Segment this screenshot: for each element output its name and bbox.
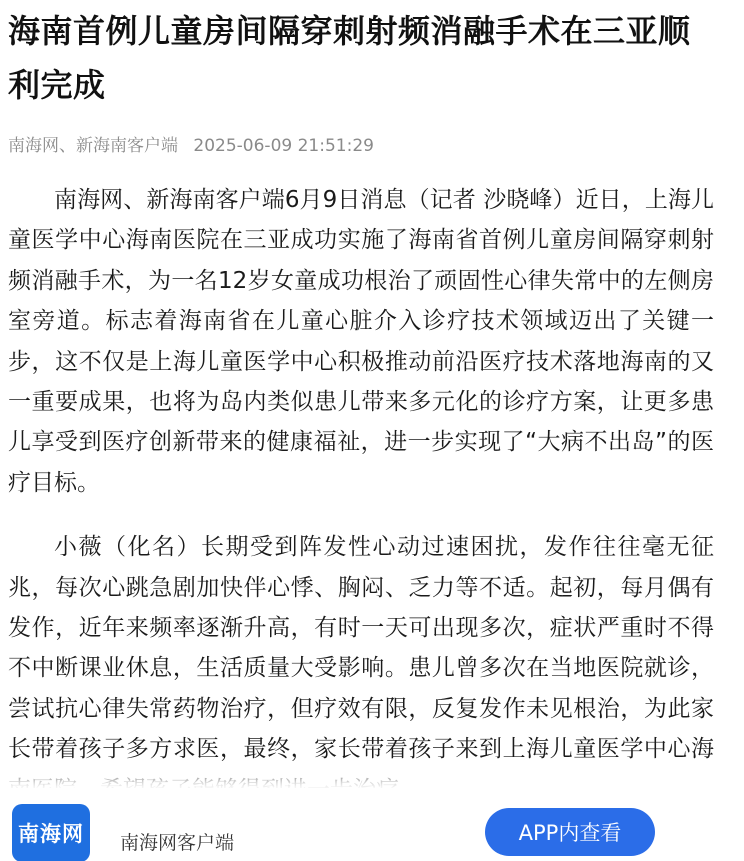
app-name: 南海网客户端	[120, 832, 235, 854]
article-paragraph: 南海网、新海南客户端6月9日消息（记者 沙晓峰）近日，上海儿童医学中心海南医院在三亚成功实施了海南省首例儿童房间隔穿刺射频消融手术，为一名12岁女童成功根治了顽固性心律失常中的左侧房室旁道。标志着海南省在儿童心脏介入诊疗技术领域迈出了关键一步，这不仅是上海儿童医学中心积极推动前沿医疗技术落地海南的又一重要成果，也将为岛内类似患儿带来多元化的诊疗方案，让更多患儿享受到医疗创新带来的健康福祉，进一步实现了“大病不出岛”的医疗目标。	[8, 187, 714, 496]
open-in-app-button[interactable]: APP内查看	[485, 808, 655, 856]
article-source: 南海网、新海南客户端	[8, 136, 178, 156]
article-meta	[8, 134, 714, 158]
app-download-banner	[0, 788, 744, 861]
article-datetime: 2025-06-09 21:51:29	[193, 136, 374, 156]
app-logo: 南海网	[12, 804, 90, 861]
article-title: 海南首例儿童房间隔穿刺射频消融手术在三亚顺利完成	[8, 12, 691, 104]
article-paragraph: 小薇（化名）长期受到阵发性心动过速困扰，发作往往毫无征兆，每次心跳急剧加快伴心悸、胸闷、乏力等不适。起初，每月偶有发作，近年来频率逐渐升高，有时一天可出现多次，症状严重时不得不中断课业休息，生活质量大受影响。患儿曾多次在当地医院就诊，尝试抗心律失常药物治疗，但疗效有限，反复发作未见根治，为此家长带着孩子多方求医，最终，家长带着孩子来到上海儿童医学中心海	[8, 534, 714, 763]
